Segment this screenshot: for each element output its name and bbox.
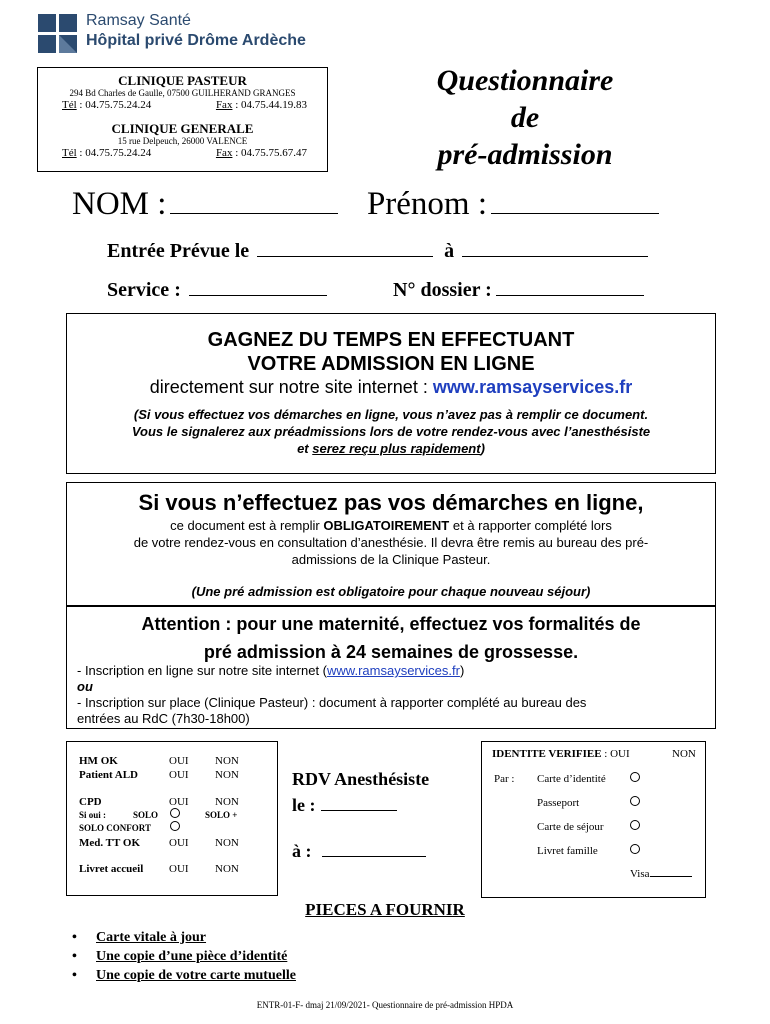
- hm-ok-label: HM OK: [79, 755, 118, 767]
- tel-number: : 04.75.75.24.24: [76, 99, 152, 111]
- online-subtitle: [67, 376, 715, 398]
- livret-non[interactable]: NON: [215, 863, 239, 875]
- solo-radio[interactable]: [170, 808, 180, 818]
- hm-ok-oui[interactable]: OUI: [169, 755, 189, 767]
- maternity-line: [77, 663, 705, 679]
- title-line: de: [510, 101, 540, 134]
- rdv-time-label: à :: [292, 841, 312, 861]
- clinic-address: 294 Bd Charles de Gaulle, 07500 GUILHERAND GRANGES: [69, 88, 296, 98]
- bullet-icon: •: [72, 930, 77, 945]
- maternity-box: [66, 606, 716, 729]
- tel-label: Tél: [62, 147, 77, 159]
- maternity-text: - Inscription en ligne sur notre site internet (: [77, 663, 328, 678]
- offline-admission-box: [66, 482, 716, 606]
- solo-confort-radio[interactable]: [170, 821, 180, 831]
- footer-reference: ENTR-01-F- dmaj 21/09/2021- Questionnaire de pré-admission HPDA: [256, 1000, 514, 1010]
- service-label: Service :: [107, 279, 181, 301]
- clinic-address: 15 rue Delpeuch, 26000 VALENCE: [117, 136, 248, 146]
- entree-date-field[interactable]: [257, 255, 433, 257]
- cpd-oui[interactable]: OUI: [169, 796, 189, 808]
- fax-label: Fax: [215, 147, 233, 159]
- carte-identite-radio[interactable]: [630, 772, 640, 782]
- pieces-title: PIECES A FOURNIR: [305, 900, 465, 919]
- admin-checklist-box: [66, 741, 278, 896]
- clinic-name: CLINIQUE GENERALE: [111, 121, 254, 136]
- med-tt-ok-oui[interactable]: OUI: [169, 837, 189, 849]
- visa-label: Visa: [630, 868, 650, 880]
- prenom-label: Prénom :: [366, 186, 488, 222]
- note-text: ): [480, 441, 485, 456]
- solo-plus-label: SOLO +: [205, 810, 238, 820]
- name-fields: [72, 186, 659, 223]
- patient-ald-label: Patient ALD: [79, 769, 138, 781]
- identite-non[interactable]: NON: [672, 748, 696, 760]
- title-line: pré-admission: [437, 138, 613, 171]
- med-tt-ok-non[interactable]: NON: [215, 837, 239, 849]
- passeport-radio[interactable]: [630, 796, 640, 806]
- maternity-heading: pré admission à 24 semaines de grossesse.: [203, 642, 579, 662]
- logo-brand: Ramsay Santé: [86, 12, 191, 29]
- solo-confort-label: SOLO CONFORT: [79, 823, 151, 833]
- med-tt-ok-label: Med. TT OK: [79, 837, 141, 849]
- offline-text: et à rapporter complété lors: [449, 518, 612, 533]
- ramsay-services-link[interactable]: www.ramsayservices.fr: [432, 377, 633, 397]
- maternity-line: - Inscription sur place (Clinique Pasteur) : document à rapporter complété au bureau des: [77, 695, 587, 710]
- online-note-line: [67, 440, 715, 457]
- fax-number: : 04.75.75.67.47: [232, 147, 307, 159]
- clinics-box: [37, 67, 328, 172]
- online-heading: GAGNEZ DU TEMPS EN EFFECTUANT: [207, 329, 575, 351]
- list-item: [72, 966, 296, 985]
- nom-label: NOM :: [72, 186, 167, 222]
- entree-time-field[interactable]: [462, 255, 648, 257]
- carte-sejour-label: Carte de séjour: [537, 821, 604, 833]
- identity-verified-box: [481, 741, 706, 898]
- service-fields: [107, 279, 327, 302]
- note-underline: serez reçu plus rapidement: [312, 441, 481, 456]
- rdv-time-field[interactable]: [322, 855, 426, 857]
- piece-text: Une copie de votre carte mutuelle: [96, 968, 296, 983]
- passeport-label: Passeport: [537, 797, 580, 809]
- list-item: [72, 947, 296, 966]
- entree-label: Entrée Prévue le: [107, 240, 250, 262]
- livret-label: Livret accueil: [79, 863, 144, 875]
- offline-heading: Si vous n’effectuez pas vos démarches en ligne,: [138, 490, 644, 515]
- offline-paragraph: admissions de la Clinique Pasteur.: [291, 552, 491, 567]
- online-heading: VOTRE ADMISSION EN LIGNE: [247, 353, 535, 375]
- visa-field[interactable]: [650, 875, 692, 877]
- tel-label: Tél: [62, 99, 77, 111]
- piece-text: Une copie d’une pièce d’identité: [96, 949, 288, 964]
- patient-ald-oui[interactable]: OUI: [169, 769, 189, 781]
- list-item: [72, 928, 296, 947]
- par-label: Par :: [494, 773, 515, 785]
- solo-label: SOLO: [133, 810, 159, 820]
- title-line: Questionnaire: [436, 64, 614, 97]
- note-text: et: [297, 441, 313, 456]
- dossier-label: N° dossier :: [393, 279, 492, 301]
- fax-label: Fax: [215, 99, 233, 111]
- piece-text: Carte vitale à jour: [96, 930, 207, 945]
- livret-famille-radio[interactable]: [630, 844, 640, 854]
- clinic-name: CLINIQUE PASTEUR: [118, 73, 247, 88]
- document-title: [400, 62, 650, 173]
- maternity-text: ): [459, 663, 465, 678]
- fax-number: : 04.75.44.19.83: [232, 99, 307, 111]
- maternity-or: ou: [77, 679, 93, 694]
- clinic-contact: [38, 98, 327, 112]
- logo-hospital: Hôpital privé Drôme Ardèche: [86, 32, 306, 49]
- ramsay-services-link[interactable]: www.ramsayservices.fr: [327, 663, 460, 678]
- dossier-field[interactable]: [496, 294, 644, 296]
- clinic-contact: [38, 146, 327, 160]
- service-field[interactable]: [189, 294, 327, 296]
- ramsay-logo-icon: [38, 14, 78, 54]
- pieces-list: [72, 928, 296, 985]
- rdv-anesthesiste: [292, 766, 429, 864]
- bullet-icon: •: [72, 949, 77, 964]
- maternity-heading: Attention : pour une maternité, effectuez vos formalités de: [141, 614, 641, 634]
- identite-sep: :: [601, 748, 611, 760]
- livret-famille-label: Livret famille: [537, 845, 598, 857]
- identite-oui[interactable]: OUI: [610, 748, 630, 760]
- entry-date-fields: [107, 240, 648, 263]
- nom-field[interactable]: [170, 212, 338, 214]
- online-note-line: (Si vous effectuez vos démarches en ligne, vous n’avez pas à remplir ce document.: [133, 407, 649, 422]
- online-subtitle-text: directement sur notre site internet :: [149, 377, 433, 397]
- dossier-fields: [393, 279, 644, 302]
- offline-note: (Une pré admission est obligatoire pour chaque nouveau séjour): [191, 584, 591, 599]
- rdv-title: RDV Anesthésiste: [292, 769, 430, 789]
- maternity-line: entrées au RdC (7h30-18h00): [77, 711, 250, 726]
- hm-ok-non[interactable]: NON: [215, 755, 239, 767]
- carte-sejour-radio[interactable]: [630, 820, 640, 830]
- patient-ald-non[interactable]: NON: [215, 769, 239, 781]
- tel-number: : 04.75.75.24.24: [76, 147, 152, 159]
- online-note-line: Vous le signalerez aux préadmissions lors de votre rendez-vous avec l’anesthésiste: [131, 424, 651, 439]
- online-admission-box: [66, 313, 716, 474]
- online-note: [67, 406, 715, 457]
- si-oui-label: Si oui :: [79, 810, 107, 820]
- rdv-date-label: le :: [292, 795, 316, 815]
- entree-time-label: à: [444, 240, 455, 262]
- offline-paragraph: de votre rendez-vous en consultation d’anesthésie. Il devra être remis au bureau des pré-: [133, 535, 649, 550]
- offline-paragraph: [67, 517, 715, 534]
- livret-oui[interactable]: OUI: [169, 863, 189, 875]
- cpd-non[interactable]: NON: [215, 796, 239, 808]
- prenom-field[interactable]: [491, 212, 659, 214]
- offline-text: ce document est à remplir: [170, 518, 324, 533]
- offline-emphasis: OBLIGATOIREMENT: [323, 518, 450, 533]
- rdv-date-field[interactable]: [321, 809, 397, 811]
- carte-identite-label: Carte d’identité: [537, 773, 606, 785]
- cpd-label: CPD: [79, 796, 102, 808]
- bullet-icon: •: [72, 968, 77, 983]
- identite-title: IDENTITE VERIFIEE: [492, 748, 602, 760]
